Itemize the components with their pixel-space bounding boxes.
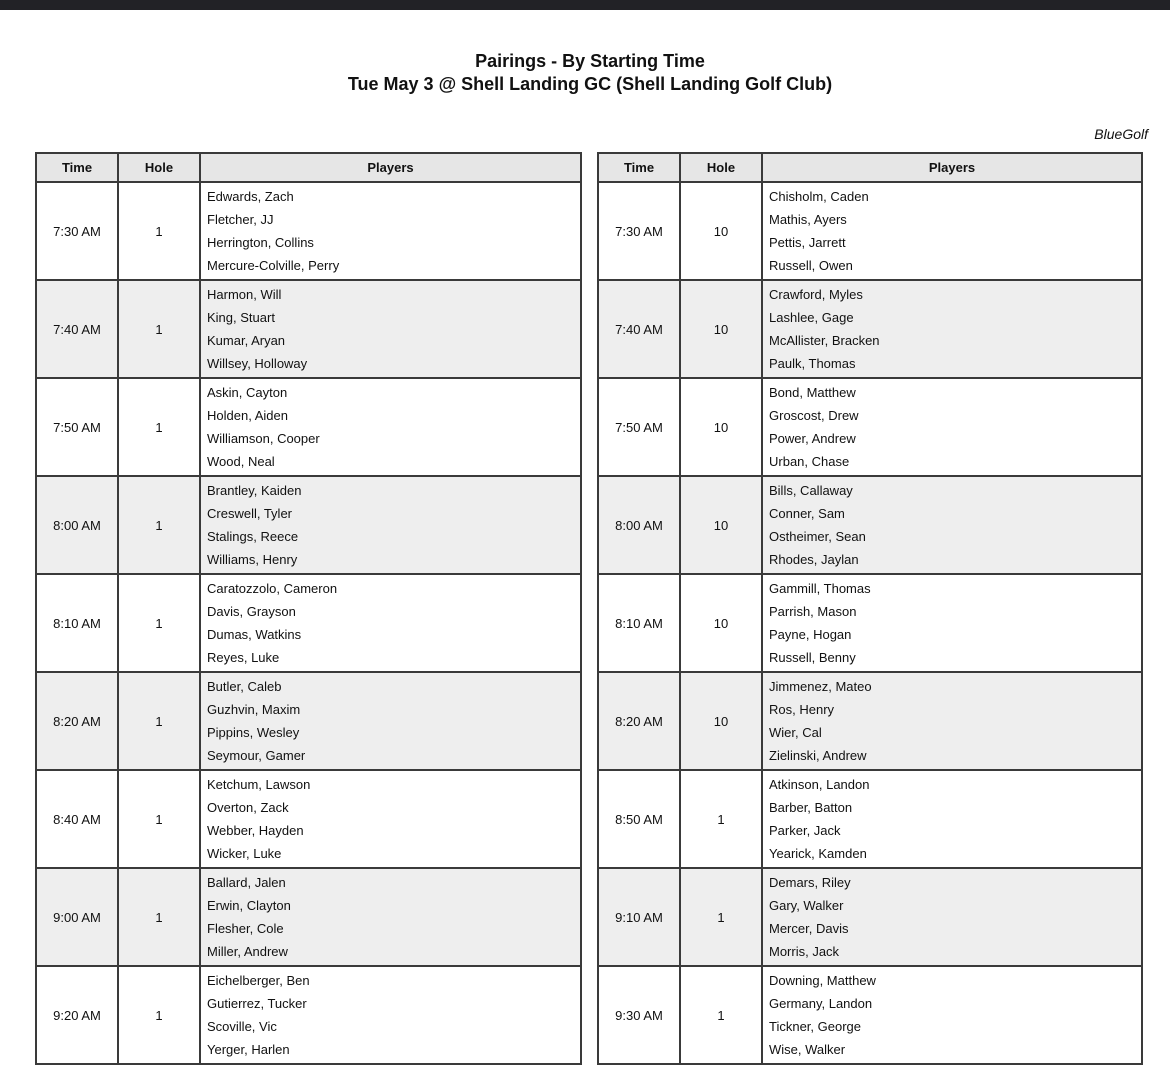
player-name: Yerger, Harlen	[207, 1042, 290, 1057]
player-name: Wier, Cal	[769, 725, 822, 740]
starting-hole: 1	[118, 770, 200, 868]
column-header-hole: Hole	[680, 153, 762, 182]
player-name: Morris, Jack	[769, 944, 840, 959]
tee-time: 7:40 AM	[598, 280, 680, 378]
tee-time: 8:50 AM	[598, 770, 680, 868]
player-name: Willsey, Holloway	[207, 356, 308, 371]
player-name: Ostheimer, Sean	[769, 529, 866, 544]
pairing-row	[598, 378, 1142, 476]
pairing-row	[598, 182, 1142, 280]
player-name: McAllister, Bracken	[769, 333, 880, 348]
player-name: Butler, Caleb	[207, 679, 282, 694]
tee-time: 8:10 AM	[598, 574, 680, 672]
players-cell	[762, 574, 1142, 672]
page-title	[0, 50, 1170, 96]
player-name: Fletcher, JJ	[207, 212, 274, 227]
pairing-row	[36, 868, 581, 966]
player-name: Brantley, Kaiden	[207, 483, 302, 498]
starting-hole: 1	[680, 966, 762, 1064]
player-name: Chisholm, Caden	[769, 189, 869, 204]
players-cell	[200, 574, 581, 672]
brand-label: BlueGolf	[1094, 126, 1148, 142]
pairing-row	[36, 378, 581, 476]
pairing-row	[36, 574, 581, 672]
title-line-2: Tue May 3 @ Shell Landing GC (Shell Landing Golf Club)	[347, 74, 833, 94]
players-cell	[762, 770, 1142, 868]
player-name: Miller, Andrew	[207, 944, 288, 959]
player-name: Bills, Callaway	[769, 483, 853, 498]
player-list	[207, 871, 580, 963]
pairing-row	[36, 672, 581, 770]
player-list	[207, 969, 580, 1061]
starting-hole: 1	[118, 280, 200, 378]
player-list	[207, 577, 580, 669]
tee-time: 7:40 AM	[36, 280, 118, 378]
player-name: Crawford, Myles	[769, 287, 863, 302]
player-name: Dumas, Watkins	[207, 627, 302, 642]
tee-time: 7:50 AM	[598, 378, 680, 476]
column-header-players: Players	[200, 153, 581, 182]
starting-hole: 10	[680, 182, 762, 280]
tee-time: 9:10 AM	[598, 868, 680, 966]
player-name: Power, Andrew	[769, 431, 856, 446]
player-list	[769, 185, 1141, 277]
starting-hole: 1	[118, 966, 200, 1064]
player-name: Creswell, Tyler	[207, 506, 293, 521]
player-name: King, Stuart	[207, 310, 275, 325]
tee-time: 8:10 AM	[36, 574, 118, 672]
pairing-row	[36, 966, 581, 1064]
player-name: Scoville, Vic	[207, 1019, 277, 1034]
header-row	[36, 153, 581, 182]
column-header-time: Time	[36, 153, 118, 182]
player-name: Russell, Owen	[769, 258, 853, 273]
starting-hole: 10	[680, 280, 762, 378]
player-name: Mercure-Colville, Perry	[207, 258, 340, 273]
players-cell	[762, 868, 1142, 966]
player-list	[769, 479, 1141, 571]
tee-time: 8:20 AM	[598, 672, 680, 770]
player-list	[207, 773, 580, 865]
player-name: Germany, Landon	[769, 996, 873, 1011]
player-name: Kumar, Aryan	[207, 333, 286, 348]
column-header-time: Time	[598, 153, 680, 182]
pairing-row	[36, 476, 581, 574]
players-cell	[762, 966, 1142, 1064]
tee-time: 7:50 AM	[36, 378, 118, 476]
pairing-row	[598, 476, 1142, 574]
player-list	[207, 479, 580, 571]
player-name: Ros, Henry	[769, 702, 835, 717]
player-name: Zielinski, Andrew	[769, 748, 867, 763]
players-cell	[200, 378, 581, 476]
player-name: Payne, Hogan	[769, 627, 852, 642]
pairings-table-left	[35, 152, 582, 1065]
starting-hole: 1	[118, 476, 200, 574]
pairing-row	[598, 966, 1142, 1064]
player-list	[207, 283, 580, 375]
player-name: Caratozzolo, Cameron	[207, 581, 338, 596]
player-name: Gary, Walker	[769, 898, 844, 913]
pairings-body-right	[598, 182, 1142, 1064]
players-cell	[762, 378, 1142, 476]
starting-hole: 10	[680, 672, 762, 770]
top-bar	[0, 0, 1170, 10]
column-header-players: Players	[762, 153, 1142, 182]
player-name: Stalings, Reece	[207, 529, 299, 544]
tee-time: 9:00 AM	[36, 868, 118, 966]
player-name: Flesher, Cole	[207, 921, 284, 936]
pairing-row	[598, 672, 1142, 770]
player-name: Wood, Neal	[207, 454, 275, 469]
player-list	[207, 675, 580, 767]
player-name: Demars, Riley	[769, 875, 851, 890]
tee-time: 7:30 AM	[36, 182, 118, 280]
players-cell	[200, 770, 581, 868]
player-name: Barber, Batton	[769, 800, 853, 815]
player-name: Williams, Henry	[207, 552, 298, 567]
player-name: Wise, Walker	[769, 1042, 846, 1057]
pairing-row	[598, 868, 1142, 966]
starting-hole: 10	[680, 476, 762, 574]
player-name: Ballard, Jalen	[207, 875, 286, 890]
players-cell	[200, 966, 581, 1064]
players-cell	[762, 672, 1142, 770]
starting-hole: 1	[118, 378, 200, 476]
starting-hole: 10	[680, 378, 762, 476]
player-name: Reyes, Luke	[207, 650, 280, 665]
pairings-body-left	[36, 182, 581, 1064]
player-name: Williamson, Cooper	[207, 431, 320, 446]
player-name: Pippins, Wesley	[207, 725, 300, 740]
starting-hole: 1	[680, 770, 762, 868]
player-list	[207, 185, 580, 277]
player-name: Conner, Sam	[769, 506, 845, 521]
player-name: Parrish, Mason	[769, 604, 857, 619]
player-name: Mathis, Ayers	[769, 212, 847, 227]
player-list	[769, 283, 1141, 375]
player-name: Mercer, Davis	[769, 921, 849, 936]
title-line-1: Pairings - By Starting Time	[475, 51, 705, 71]
pairing-row	[36, 182, 581, 280]
pairing-row	[36, 770, 581, 868]
player-name: Rhodes, Jaylan	[769, 552, 859, 567]
pairing-row	[598, 280, 1142, 378]
starting-hole: 1	[118, 672, 200, 770]
players-cell	[762, 476, 1142, 574]
players-cell	[200, 280, 581, 378]
player-name: Seymour, Gamer	[207, 748, 306, 763]
player-name: Edwards, Zach	[207, 189, 294, 204]
player-name: Ketchum, Lawson	[207, 777, 311, 792]
tee-time: 8:00 AM	[36, 476, 118, 574]
column-header-hole: Hole	[118, 153, 200, 182]
starting-hole: 1	[118, 574, 200, 672]
player-name: Herrington, Collins	[207, 235, 314, 250]
player-name: Gammill, Thomas	[769, 581, 871, 596]
player-name: Guzhvin, Maxim	[207, 702, 301, 717]
players-cell	[200, 476, 581, 574]
player-name: Davis, Grayson	[207, 604, 296, 619]
player-name: Pettis, Jarrett	[769, 235, 846, 250]
player-list	[769, 675, 1141, 767]
tee-time: 8:20 AM	[36, 672, 118, 770]
player-list	[207, 381, 580, 473]
player-name: Yearick, Kamden	[769, 846, 867, 861]
pairing-row	[598, 574, 1142, 672]
player-list	[769, 773, 1141, 865]
players-cell	[200, 672, 581, 770]
tee-time: 8:40 AM	[36, 770, 118, 868]
player-name: Askin, Cayton	[207, 385, 288, 400]
player-name: Jimmenez, Mateo	[769, 679, 872, 694]
player-name: Lashlee, Gage	[769, 310, 854, 325]
player-list	[769, 577, 1141, 669]
pairing-row	[598, 770, 1142, 868]
tee-time: 9:30 AM	[598, 966, 680, 1064]
player-name: Harmon, Will	[207, 287, 282, 302]
player-name: Paulk, Thomas	[769, 356, 856, 371]
players-cell	[762, 280, 1142, 378]
pairing-row	[36, 280, 581, 378]
player-name: Parker, Jack	[769, 823, 841, 838]
header-row	[598, 153, 1142, 182]
starting-hole: 10	[680, 574, 762, 672]
pairings-table-right	[597, 152, 1143, 1065]
player-list	[769, 381, 1141, 473]
players-cell	[200, 868, 581, 966]
starting-hole: 1	[680, 868, 762, 966]
player-list	[769, 871, 1141, 963]
player-name: Wicker, Luke	[207, 846, 282, 861]
tee-time: 7:30 AM	[598, 182, 680, 280]
starting-hole: 1	[118, 182, 200, 280]
player-name: Eichelberger, Ben	[207, 973, 310, 988]
players-cell	[200, 182, 581, 280]
player-name: Downing, Matthew	[769, 973, 876, 988]
player-name: Urban, Chase	[769, 454, 850, 469]
player-list	[769, 969, 1141, 1061]
players-cell	[762, 182, 1142, 280]
tee-time: 8:00 AM	[598, 476, 680, 574]
player-name: Overton, Zack	[207, 800, 289, 815]
player-name: Tickner, George	[769, 1019, 862, 1034]
player-name: Erwin, Clayton	[207, 898, 291, 913]
starting-hole: 1	[118, 868, 200, 966]
player-name: Gutierrez, Tucker	[207, 996, 307, 1011]
player-name: Holden, Aiden	[207, 408, 288, 423]
player-name: Groscost, Drew	[769, 408, 859, 423]
player-name: Webber, Hayden	[207, 823, 304, 838]
player-name: Bond, Matthew	[769, 385, 856, 400]
player-name: Atkinson, Landon	[769, 777, 870, 792]
player-name: Russell, Benny	[769, 650, 856, 665]
tee-time: 9:20 AM	[36, 966, 118, 1064]
